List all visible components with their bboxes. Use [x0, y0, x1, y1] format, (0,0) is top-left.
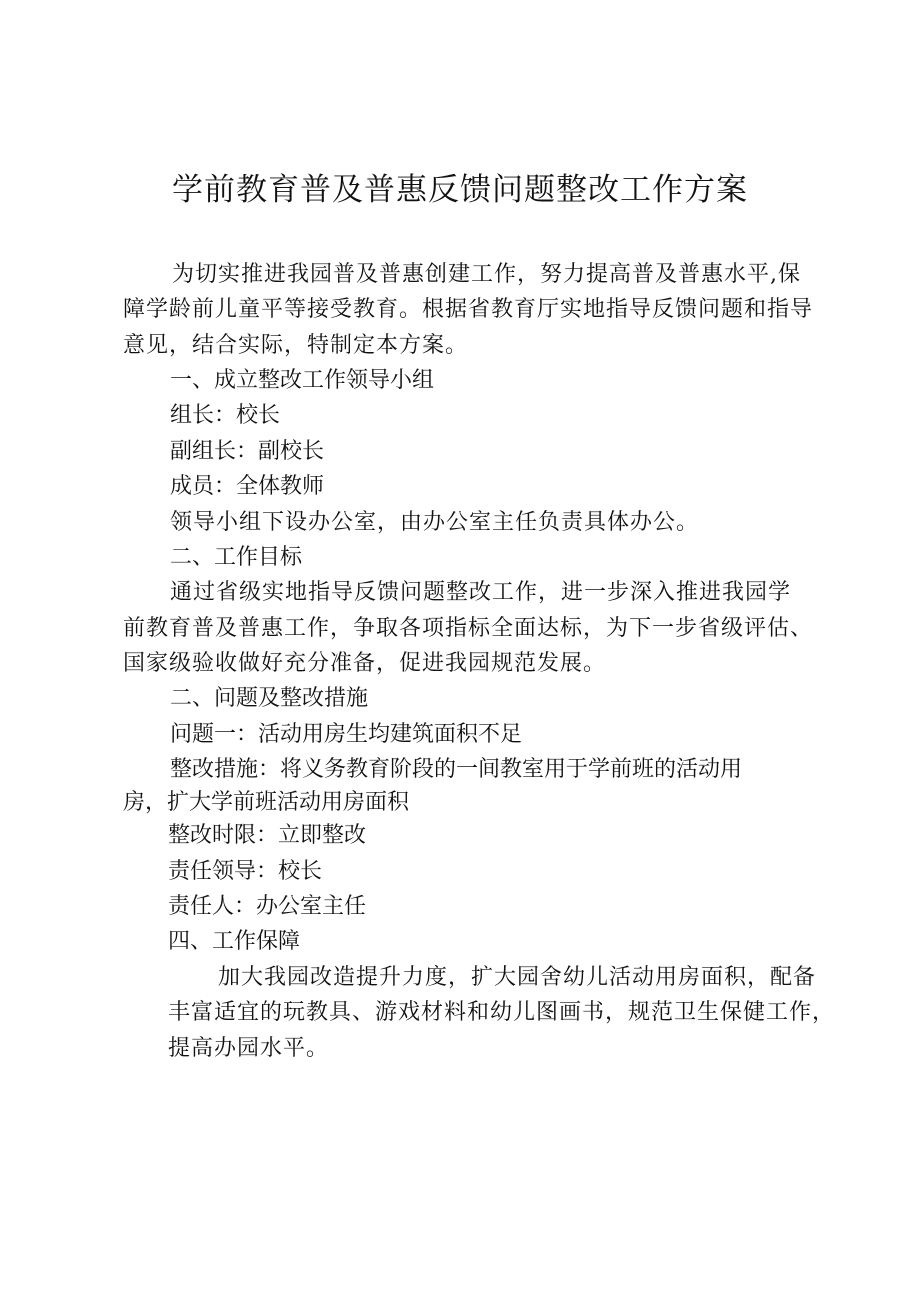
- intro-line-2: 障学龄前儿童平等接受教育。根据省教育厅实地指导反馈问题和指导: [123, 297, 814, 322]
- section-2-line-1: 通过省级实地指导反馈问题整改工作，进一步深入推进我园学: [170, 580, 792, 605]
- intro-line-3: 意见，结合实际，特制定本方案。: [123, 333, 469, 358]
- section-3-measures-line-1: 整改措施：将义务教育阶段的一间教室用于学前班的活动用: [170, 757, 743, 782]
- section-2-line-2: 前教育普及普惠工作，争取各项指标全面达标，为下一步省级评估、: [123, 616, 814, 641]
- section-1-deputy: 副组长：副校长: [170, 439, 325, 464]
- document-title: 学前教育普及普惠反馈问题整改工作方案: [172, 172, 748, 208]
- section-3-deadline: 整改时限：立即整改: [168, 823, 367, 848]
- section-3-measures-line-2: 房，扩大学前班活动用房面积: [123, 790, 410, 815]
- section-2-heading: 二、工作目标: [170, 545, 303, 570]
- section-3-problem: 问题一：活动用房生均建筑面积不足: [170, 722, 523, 747]
- intro-line-1: 为切实推进我园普及普惠创建工作，努力提高普及普惠水平,保: [172, 262, 801, 287]
- section-3-responsible-person: 责任人：办公室主任: [168, 894, 367, 919]
- section-3-responsible-leader: 责任领导：校长: [168, 859, 323, 884]
- section-4-line-3: 提高办园水平。: [168, 1036, 330, 1061]
- section-4-heading: 四、工作保障: [168, 929, 301, 954]
- section-1-office: 领导小组下设办公室，由办公室主任负责具体办公。: [170, 510, 700, 535]
- section-4-line-2: 丰富适宜的玩教具、游戏材料和幼儿图画书，规范卫生保健工作，: [168, 1000, 836, 1025]
- section-1-members: 成员：全体教师: [170, 474, 325, 499]
- section-3-heading: 二、问题及整改措施: [170, 686, 369, 711]
- section-2-line-3: 国家级验收做好充分准备，促进我园规范发展。: [123, 651, 607, 676]
- section-4-line-1: 加大我园改造提升力度，扩大园舍幼儿活动用房面积，配备: [218, 965, 817, 990]
- section-1-leader: 组长：校长: [170, 403, 281, 428]
- section-1-heading: 一、成立整改工作领导小组: [170, 368, 435, 393]
